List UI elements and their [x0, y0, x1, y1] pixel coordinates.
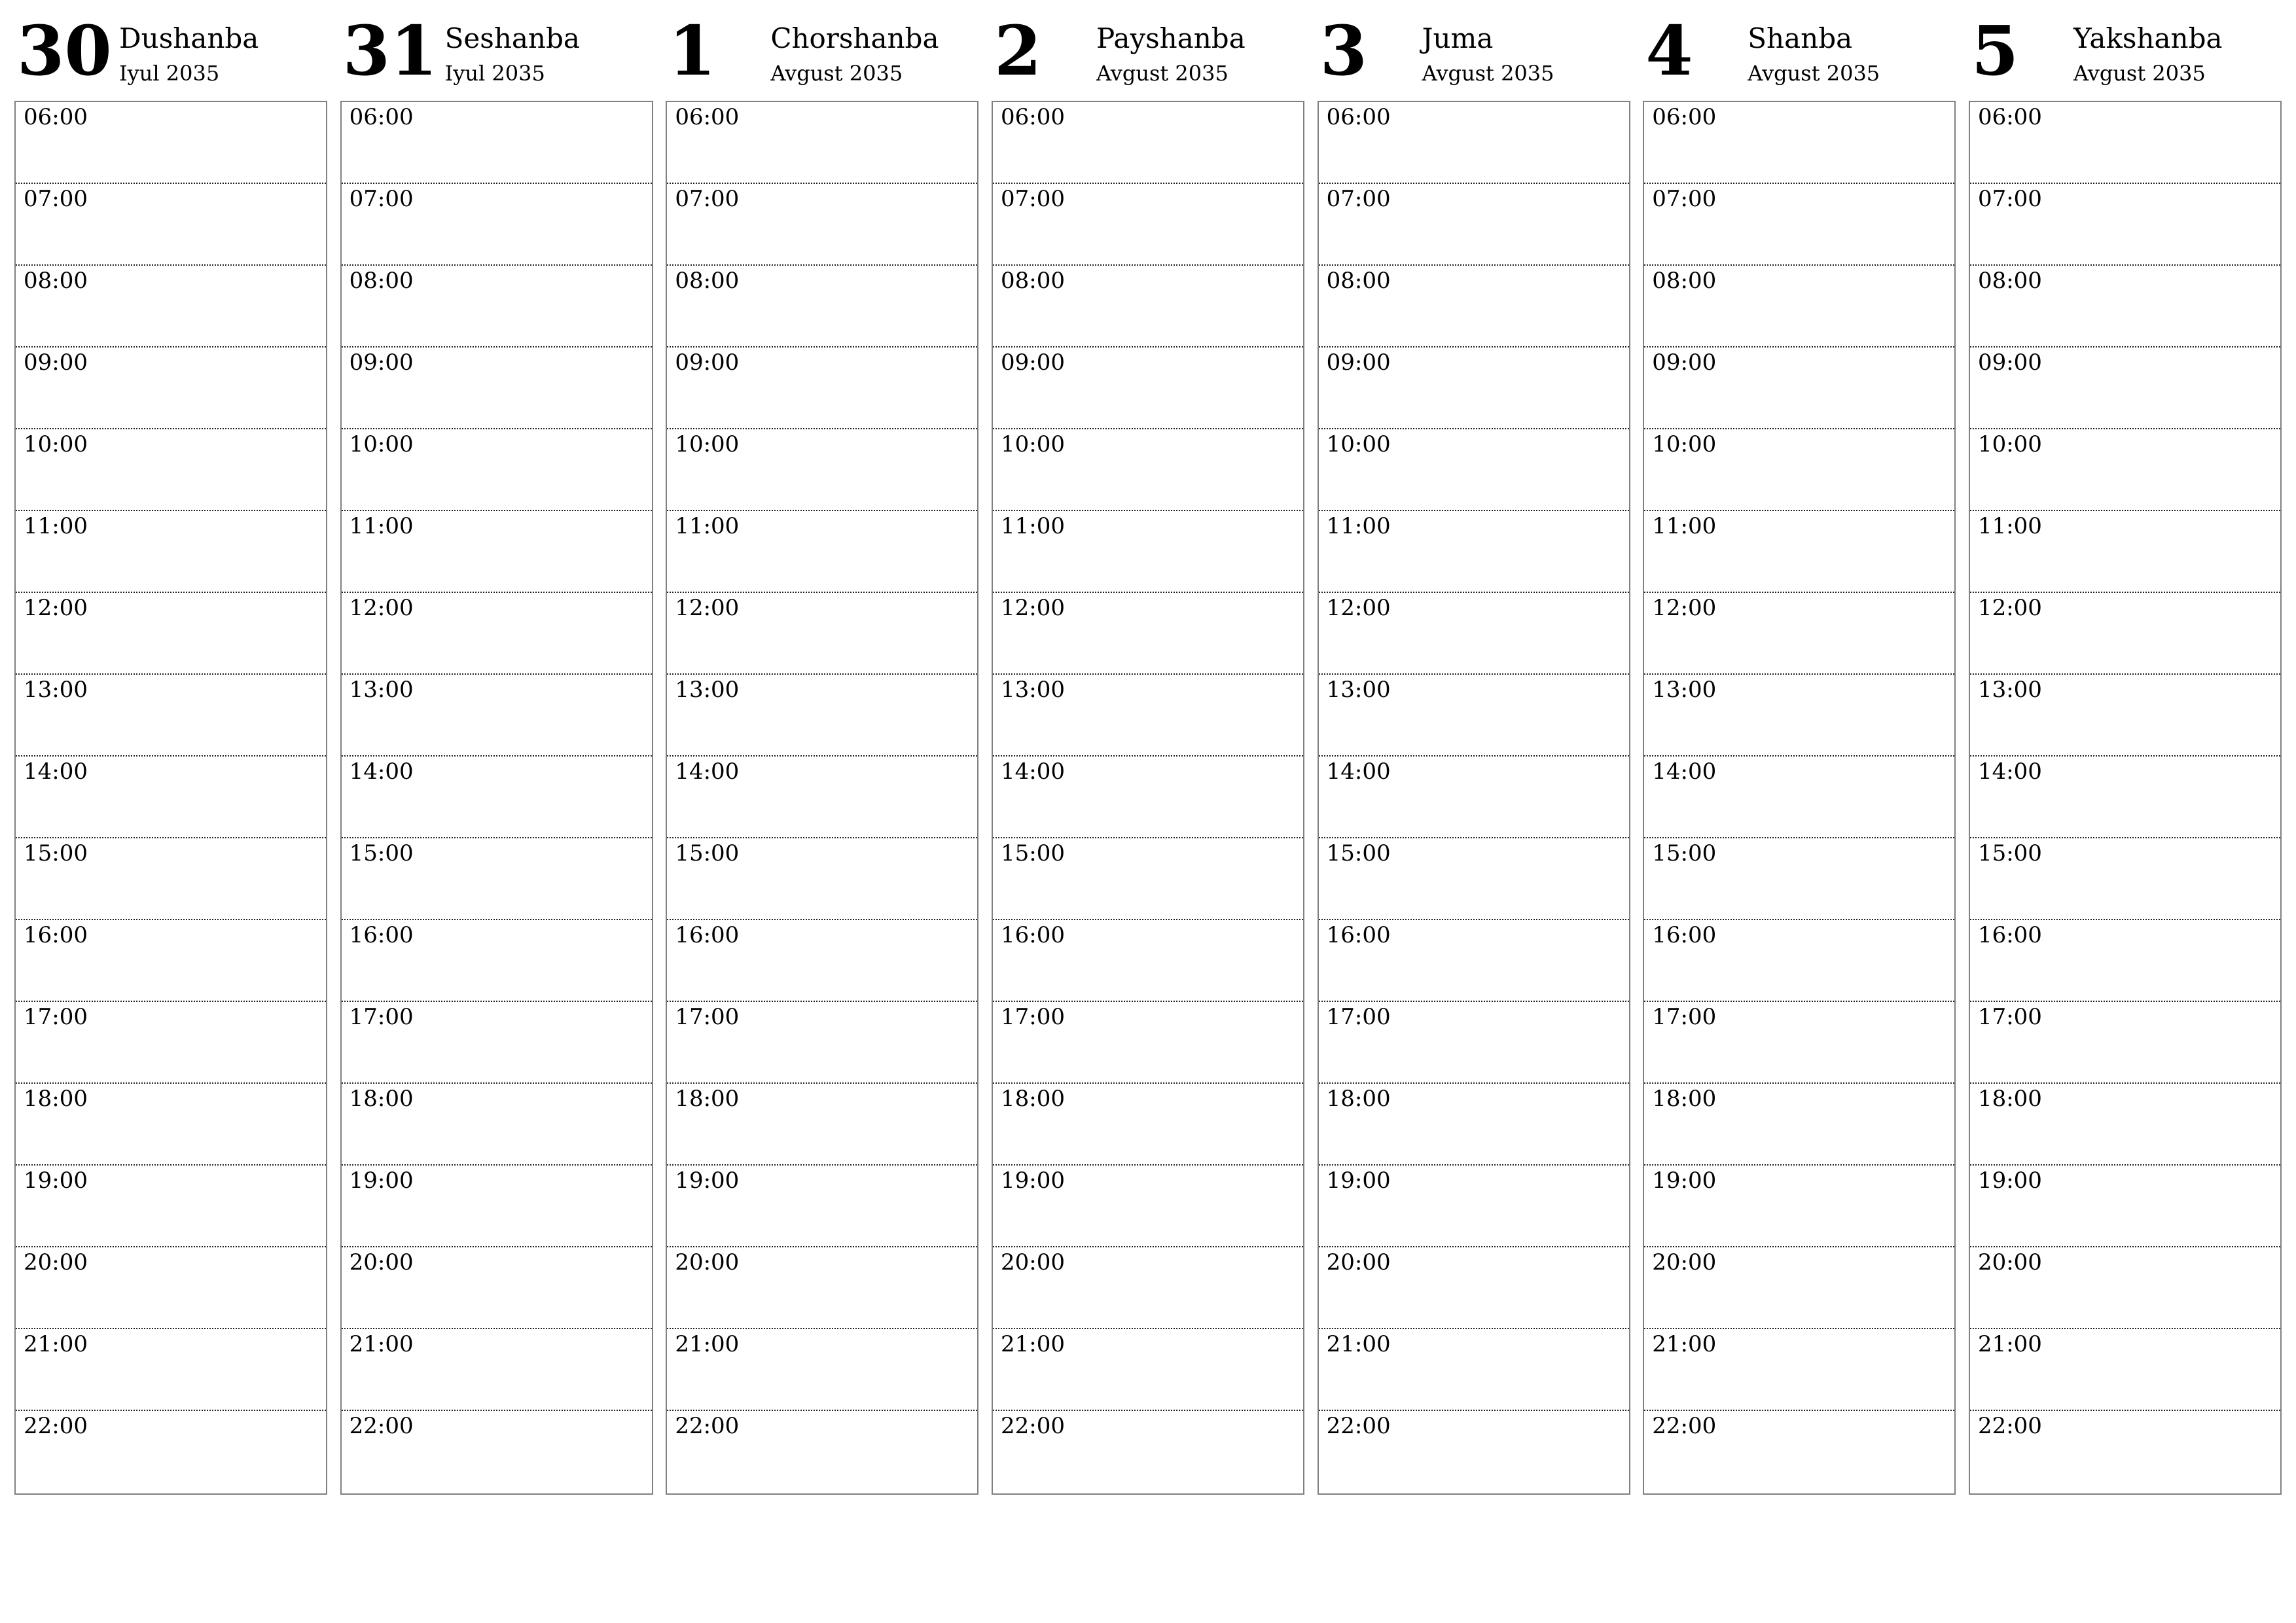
time-label: 20:00: [349, 1249, 414, 1275]
weekday-name: Yakshanba: [2073, 22, 2223, 54]
time-label: 11:00: [1000, 513, 1065, 539]
time-slot[interactable]: [342, 920, 652, 1002]
time-slot[interactable]: [667, 1329, 977, 1411]
time-label: 09:00: [675, 349, 740, 376]
time-slot[interactable]: [667, 1247, 977, 1329]
time-slot[interactable]: [342, 838, 652, 920]
time-label: 22:00: [24, 1413, 88, 1439]
time-label: 08:00: [1326, 268, 1391, 294]
time-slot[interactable]: [993, 266, 1303, 348]
time-slot[interactable]: [16, 1329, 326, 1411]
day-header: [992, 10, 1304, 101]
time-slot[interactable]: [342, 348, 652, 429]
day-schedule-box: [666, 101, 978, 1495]
day-header: [1318, 10, 1630, 101]
time-slot[interactable]: [1970, 757, 2280, 838]
time-label: 08:00: [1977, 268, 2042, 294]
time-slot[interactable]: [1319, 1166, 1629, 1247]
weekday-name: Shanba: [1748, 22, 1853, 54]
time-slot[interactable]: [1319, 757, 1629, 838]
day-header: [1643, 10, 1956, 101]
time-slot[interactable]: [16, 920, 326, 1002]
time-slot[interactable]: [1319, 1329, 1629, 1411]
time-slot[interactable]: [1970, 1084, 2280, 1166]
time-label: 18:00: [675, 1086, 740, 1112]
time-slot[interactable]: [16, 757, 326, 838]
time-label: 11:00: [349, 513, 414, 539]
time-slot[interactable]: [993, 1084, 1303, 1166]
time-slot[interactable]: [1644, 1247, 1954, 1329]
time-label: 21:00: [349, 1331, 414, 1357]
month-year-label: Avgust 2035: [1422, 61, 1554, 86]
time-label: 22:00: [1652, 1413, 1717, 1439]
time-slot[interactable]: [667, 266, 977, 348]
time-label: 10:00: [1326, 431, 1391, 457]
time-slot[interactable]: [1644, 348, 1954, 429]
time-slot[interactable]: [1970, 675, 2280, 757]
time-slot[interactable]: [1319, 348, 1629, 429]
time-slot[interactable]: [667, 838, 977, 920]
time-slot[interactable]: [16, 838, 326, 920]
time-label: 08:00: [1000, 268, 1065, 294]
time-label: 06:00: [1977, 104, 2042, 130]
time-slot[interactable]: [1970, 838, 2280, 920]
time-slot[interactable]: [993, 757, 1303, 838]
time-label: 19:00: [349, 1168, 414, 1194]
time-slot[interactable]: [1319, 184, 1629, 266]
time-slot[interactable]: [16, 184, 326, 266]
time-label: 16:00: [1977, 922, 2042, 948]
time-label: 11:00: [24, 513, 88, 539]
time-slot[interactable]: [993, 1166, 1303, 1247]
time-label: 17:00: [675, 1004, 740, 1030]
time-label: 20:00: [1000, 1249, 1065, 1275]
time-slot[interactable]: [16, 1166, 326, 1247]
time-slot[interactable]: [342, 757, 652, 838]
day-column: [14, 10, 327, 1495]
time-label: 11:00: [1977, 513, 2042, 539]
time-slot[interactable]: [993, 102, 1303, 184]
time-label: 18:00: [24, 1086, 88, 1112]
time-label: 22:00: [1326, 1413, 1391, 1439]
time-label: 19:00: [1000, 1168, 1065, 1194]
time-label: 16:00: [1652, 922, 1717, 948]
time-slot[interactable]: [993, 429, 1303, 511]
day-column: [992, 10, 1304, 1495]
time-slot[interactable]: [1970, 511, 2280, 593]
time-slot[interactable]: [667, 1002, 977, 1084]
time-slot[interactable]: [667, 429, 977, 511]
time-slot[interactable]: [342, 1166, 652, 1247]
day-schedule-box: [1643, 101, 1956, 1495]
time-slot[interactable]: [1644, 511, 1954, 593]
day-column: [340, 10, 653, 1495]
day-header: [666, 10, 978, 101]
day-header: [1969, 10, 2282, 101]
time-label: 12:00: [1977, 595, 2042, 621]
time-slot[interactable]: [1319, 838, 1629, 920]
time-label: 13:00: [1326, 677, 1391, 703]
time-slot[interactable]: [342, 429, 652, 511]
time-slot[interactable]: [1644, 1411, 1954, 1493]
time-slot[interactable]: [1644, 266, 1954, 348]
time-label: 12:00: [1000, 595, 1065, 621]
day-schedule-box: [1318, 101, 1630, 1495]
time-label: 11:00: [675, 513, 740, 539]
time-label: 17:00: [349, 1004, 414, 1030]
time-label: 14:00: [1000, 758, 1065, 785]
month-year-label: Avgust 2035: [1748, 61, 1880, 86]
time-slot[interactable]: [1644, 1166, 1954, 1247]
time-label: 06:00: [675, 104, 740, 130]
time-label: 18:00: [1652, 1086, 1717, 1112]
time-label: 18:00: [1000, 1086, 1065, 1112]
time-slot[interactable]: [1644, 920, 1954, 1002]
time-label: 14:00: [24, 758, 88, 785]
time-slot[interactable]: [993, 1329, 1303, 1411]
time-slot[interactable]: [1970, 1002, 2280, 1084]
time-label: 19:00: [1977, 1168, 2042, 1194]
time-label: 09:00: [1652, 349, 1717, 376]
time-slot[interactable]: [342, 593, 652, 675]
time-label: 08:00: [24, 268, 88, 294]
time-label: 20:00: [1326, 1249, 1391, 1275]
time-slot[interactable]: [993, 593, 1303, 675]
time-slot[interactable]: [1970, 429, 2280, 511]
time-slot[interactable]: [1970, 593, 2280, 675]
month-year-label: Avgust 2035: [770, 61, 903, 86]
time-slot[interactable]: [1970, 920, 2280, 1002]
time-label: 18:00: [1977, 1086, 2042, 1112]
time-label: 07:00: [24, 186, 88, 212]
time-label: 20:00: [675, 1249, 740, 1275]
time-slot[interactable]: [1644, 184, 1954, 266]
time-slot[interactable]: [667, 184, 977, 266]
time-slot[interactable]: [1644, 1002, 1954, 1084]
time-label: 09:00: [1000, 349, 1065, 376]
day-number: 31: [342, 10, 438, 91]
time-label: 19:00: [24, 1168, 88, 1194]
day-header: [340, 10, 653, 101]
day-column: [666, 10, 978, 1495]
time-slot[interactable]: [16, 429, 326, 511]
time-slot[interactable]: [667, 1084, 977, 1166]
time-label: 17:00: [1977, 1004, 2042, 1030]
time-slot[interactable]: [16, 266, 326, 348]
time-slot[interactable]: [1970, 102, 2280, 184]
time-label: 18:00: [1326, 1086, 1391, 1112]
weekly-planner: [14, 10, 2282, 1495]
time-slot[interactable]: [993, 348, 1303, 429]
day-schedule-box: [14, 101, 327, 1495]
time-slot[interactable]: [342, 102, 652, 184]
time-label: 06:00: [1326, 104, 1391, 130]
time-label: 13:00: [675, 677, 740, 703]
time-slot[interactable]: [1970, 266, 2280, 348]
time-slot[interactable]: [342, 1084, 652, 1166]
day-number: 4: [1645, 10, 1693, 91]
time-label: 06:00: [1652, 104, 1717, 130]
time-slot[interactable]: [993, 184, 1303, 266]
time-label: 15:00: [24, 840, 88, 866]
time-label: 21:00: [1000, 1331, 1065, 1357]
time-slot[interactable]: [1319, 102, 1629, 184]
time-label: 13:00: [24, 677, 88, 703]
time-label: 13:00: [1652, 677, 1717, 703]
time-label: 17:00: [1000, 1004, 1065, 1030]
time-label: 06:00: [24, 104, 88, 130]
time-label: 13:00: [1000, 677, 1065, 703]
time-label: 13:00: [349, 677, 414, 703]
time-slot[interactable]: [1644, 1084, 1954, 1166]
time-label: 13:00: [1977, 677, 2042, 703]
time-slot[interactable]: [993, 511, 1303, 593]
day-column: [1643, 10, 1956, 1495]
time-slot[interactable]: [16, 675, 326, 757]
time-slot[interactable]: [1970, 184, 2280, 266]
time-slot[interactable]: [16, 102, 326, 184]
time-label: 16:00: [349, 922, 414, 948]
time-label: 20:00: [1652, 1249, 1717, 1275]
time-label: 22:00: [675, 1413, 740, 1439]
time-label: 10:00: [1000, 431, 1065, 457]
time-label: 16:00: [1000, 922, 1065, 948]
time-label: 20:00: [24, 1249, 88, 1275]
weekday-name: Seshanba: [444, 22, 580, 54]
time-label: 14:00: [1326, 758, 1391, 785]
time-label: 15:00: [1652, 840, 1717, 866]
time-slot[interactable]: [16, 348, 326, 429]
time-slot[interactable]: [667, 1411, 977, 1493]
time-label: 07:00: [1652, 186, 1717, 212]
day-number: 2: [994, 10, 1042, 91]
day-number: 3: [1319, 10, 1367, 91]
time-label: 14:00: [675, 758, 740, 785]
weekday-name: Chorshanba: [770, 22, 939, 54]
time-label: 20:00: [1977, 1249, 2042, 1275]
time-label: 15:00: [1000, 840, 1065, 866]
time-slot[interactable]: [342, 184, 652, 266]
time-label: 14:00: [1977, 758, 2042, 785]
time-slot[interactable]: [1319, 511, 1629, 593]
day-number: 1: [668, 10, 716, 91]
time-label: 07:00: [1000, 186, 1065, 212]
month-year-label: Iyul 2035: [119, 61, 220, 86]
time-label: 21:00: [675, 1331, 740, 1357]
time-slot[interactable]: [1644, 757, 1954, 838]
time-slot[interactable]: [1644, 429, 1954, 511]
time-slot[interactable]: [667, 348, 977, 429]
time-label: 19:00: [675, 1168, 740, 1194]
time-slot[interactable]: [667, 593, 977, 675]
time-label: 16:00: [675, 922, 740, 948]
day-column: [1969, 10, 2282, 1495]
weekday-name: Juma: [1422, 22, 1494, 54]
time-label: 17:00: [1326, 1004, 1391, 1030]
time-label: 09:00: [349, 349, 414, 376]
time-slot[interactable]: [1319, 593, 1629, 675]
time-slot[interactable]: [993, 920, 1303, 1002]
time-slot[interactable]: [342, 1002, 652, 1084]
day-column: [1318, 10, 1630, 1495]
time-label: 17:00: [24, 1004, 88, 1030]
time-label: 08:00: [1652, 268, 1717, 294]
time-label: 12:00: [24, 595, 88, 621]
time-label: 21:00: [1652, 1331, 1717, 1357]
time-slot[interactable]: [342, 1247, 652, 1329]
time-slot[interactable]: [1644, 675, 1954, 757]
time-label: 19:00: [1652, 1168, 1717, 1194]
month-year-label: Avgust 2035: [1096, 61, 1229, 86]
time-slot[interactable]: [16, 1002, 326, 1084]
time-slot[interactable]: [667, 920, 977, 1002]
time-label: 10:00: [1652, 431, 1717, 457]
time-label: 12:00: [1652, 595, 1717, 621]
time-label: 07:00: [349, 186, 414, 212]
time-label: 16:00: [1326, 922, 1391, 948]
time-label: 10:00: [1977, 431, 2042, 457]
time-slot[interactable]: [1970, 1411, 2280, 1493]
time-slot[interactable]: [1644, 593, 1954, 675]
time-label: 14:00: [1652, 758, 1717, 785]
time-label: 22:00: [1000, 1413, 1065, 1439]
time-slot[interactable]: [1319, 1411, 1629, 1493]
time-label: 15:00: [1326, 840, 1391, 866]
time-slot[interactable]: [667, 1166, 977, 1247]
time-label: 14:00: [349, 758, 414, 785]
time-label: 10:00: [24, 431, 88, 457]
time-slot[interactable]: [993, 1411, 1303, 1493]
day-schedule-box: [992, 101, 1304, 1495]
weekday-name: Payshanba: [1096, 22, 1246, 54]
weekday-name: Dushanba: [119, 22, 259, 54]
time-slot[interactable]: [342, 266, 652, 348]
time-slot[interactable]: [16, 1084, 326, 1166]
time-slot[interactable]: [667, 757, 977, 838]
time-slot[interactable]: [1319, 920, 1629, 1002]
time-slot[interactable]: [1319, 429, 1629, 511]
time-slot[interactable]: [1319, 675, 1629, 757]
time-slot[interactable]: [16, 1411, 326, 1493]
time-slot[interactable]: [1970, 348, 2280, 429]
time-slot[interactable]: [993, 1002, 1303, 1084]
time-slot[interactable]: [1970, 1329, 2280, 1411]
day-schedule-box: [340, 101, 653, 1495]
time-slot[interactable]: [1644, 838, 1954, 920]
day-header: [14, 10, 327, 101]
time-label: 22:00: [1977, 1413, 2042, 1439]
time-slot[interactable]: [16, 511, 326, 593]
time-slot[interactable]: [667, 511, 977, 593]
time-slot[interactable]: [16, 593, 326, 675]
day-number: 30: [17, 10, 112, 91]
time-slot[interactable]: [1319, 266, 1629, 348]
time-label: 11:00: [1652, 513, 1717, 539]
time-slot[interactable]: [16, 1247, 326, 1329]
time-label: 11:00: [1326, 513, 1391, 539]
time-label: 15:00: [1977, 840, 2042, 866]
time-label: 21:00: [1977, 1331, 2042, 1357]
time-label: 07:00: [1977, 186, 2042, 212]
time-label: 10:00: [349, 431, 414, 457]
time-slot[interactable]: [1970, 1166, 2280, 1247]
time-label: 07:00: [675, 186, 740, 212]
time-label: 12:00: [675, 595, 740, 621]
time-label: 15:00: [349, 840, 414, 866]
time-slot[interactable]: [342, 675, 652, 757]
time-label: 08:00: [675, 268, 740, 294]
time-label: 12:00: [1326, 595, 1391, 621]
time-label: 21:00: [1326, 1331, 1391, 1357]
time-slot[interactable]: [1970, 1247, 2280, 1329]
time-slot[interactable]: [342, 1411, 652, 1493]
time-label: 12:00: [349, 595, 414, 621]
time-label: 22:00: [349, 1413, 414, 1439]
time-slot[interactable]: [993, 1247, 1303, 1329]
time-slot[interactable]: [342, 1329, 652, 1411]
time-slot[interactable]: [1319, 1002, 1629, 1084]
time-label: 07:00: [1326, 186, 1391, 212]
day-schedule-box: [1969, 101, 2282, 1495]
time-label: 09:00: [1326, 349, 1391, 376]
time-slot[interactable]: [1319, 1084, 1629, 1166]
time-label: 15:00: [675, 840, 740, 866]
time-slot[interactable]: [1644, 1329, 1954, 1411]
time-label: 06:00: [1000, 104, 1065, 130]
time-label: 10:00: [675, 431, 740, 457]
month-year-label: Iyul 2035: [444, 61, 545, 86]
time-label: 16:00: [24, 922, 88, 948]
time-label: 17:00: [1652, 1004, 1717, 1030]
time-slot[interactable]: [993, 675, 1303, 757]
time-label: 06:00: [349, 104, 414, 130]
time-slot[interactable]: [1319, 1247, 1629, 1329]
time-slot[interactable]: [667, 102, 977, 184]
time-label: 08:00: [349, 268, 414, 294]
time-label: 09:00: [1977, 349, 2042, 376]
day-number: 5: [1971, 10, 2019, 91]
time-label: 21:00: [24, 1331, 88, 1357]
time-slot[interactable]: [342, 511, 652, 593]
time-slot[interactable]: [993, 838, 1303, 920]
time-label: 18:00: [349, 1086, 414, 1112]
month-year-label: Avgust 2035: [2073, 61, 2206, 86]
time-label: 09:00: [24, 349, 88, 376]
time-slot[interactable]: [1644, 102, 1954, 184]
time-slot[interactable]: [667, 675, 977, 757]
time-label: 19:00: [1326, 1168, 1391, 1194]
